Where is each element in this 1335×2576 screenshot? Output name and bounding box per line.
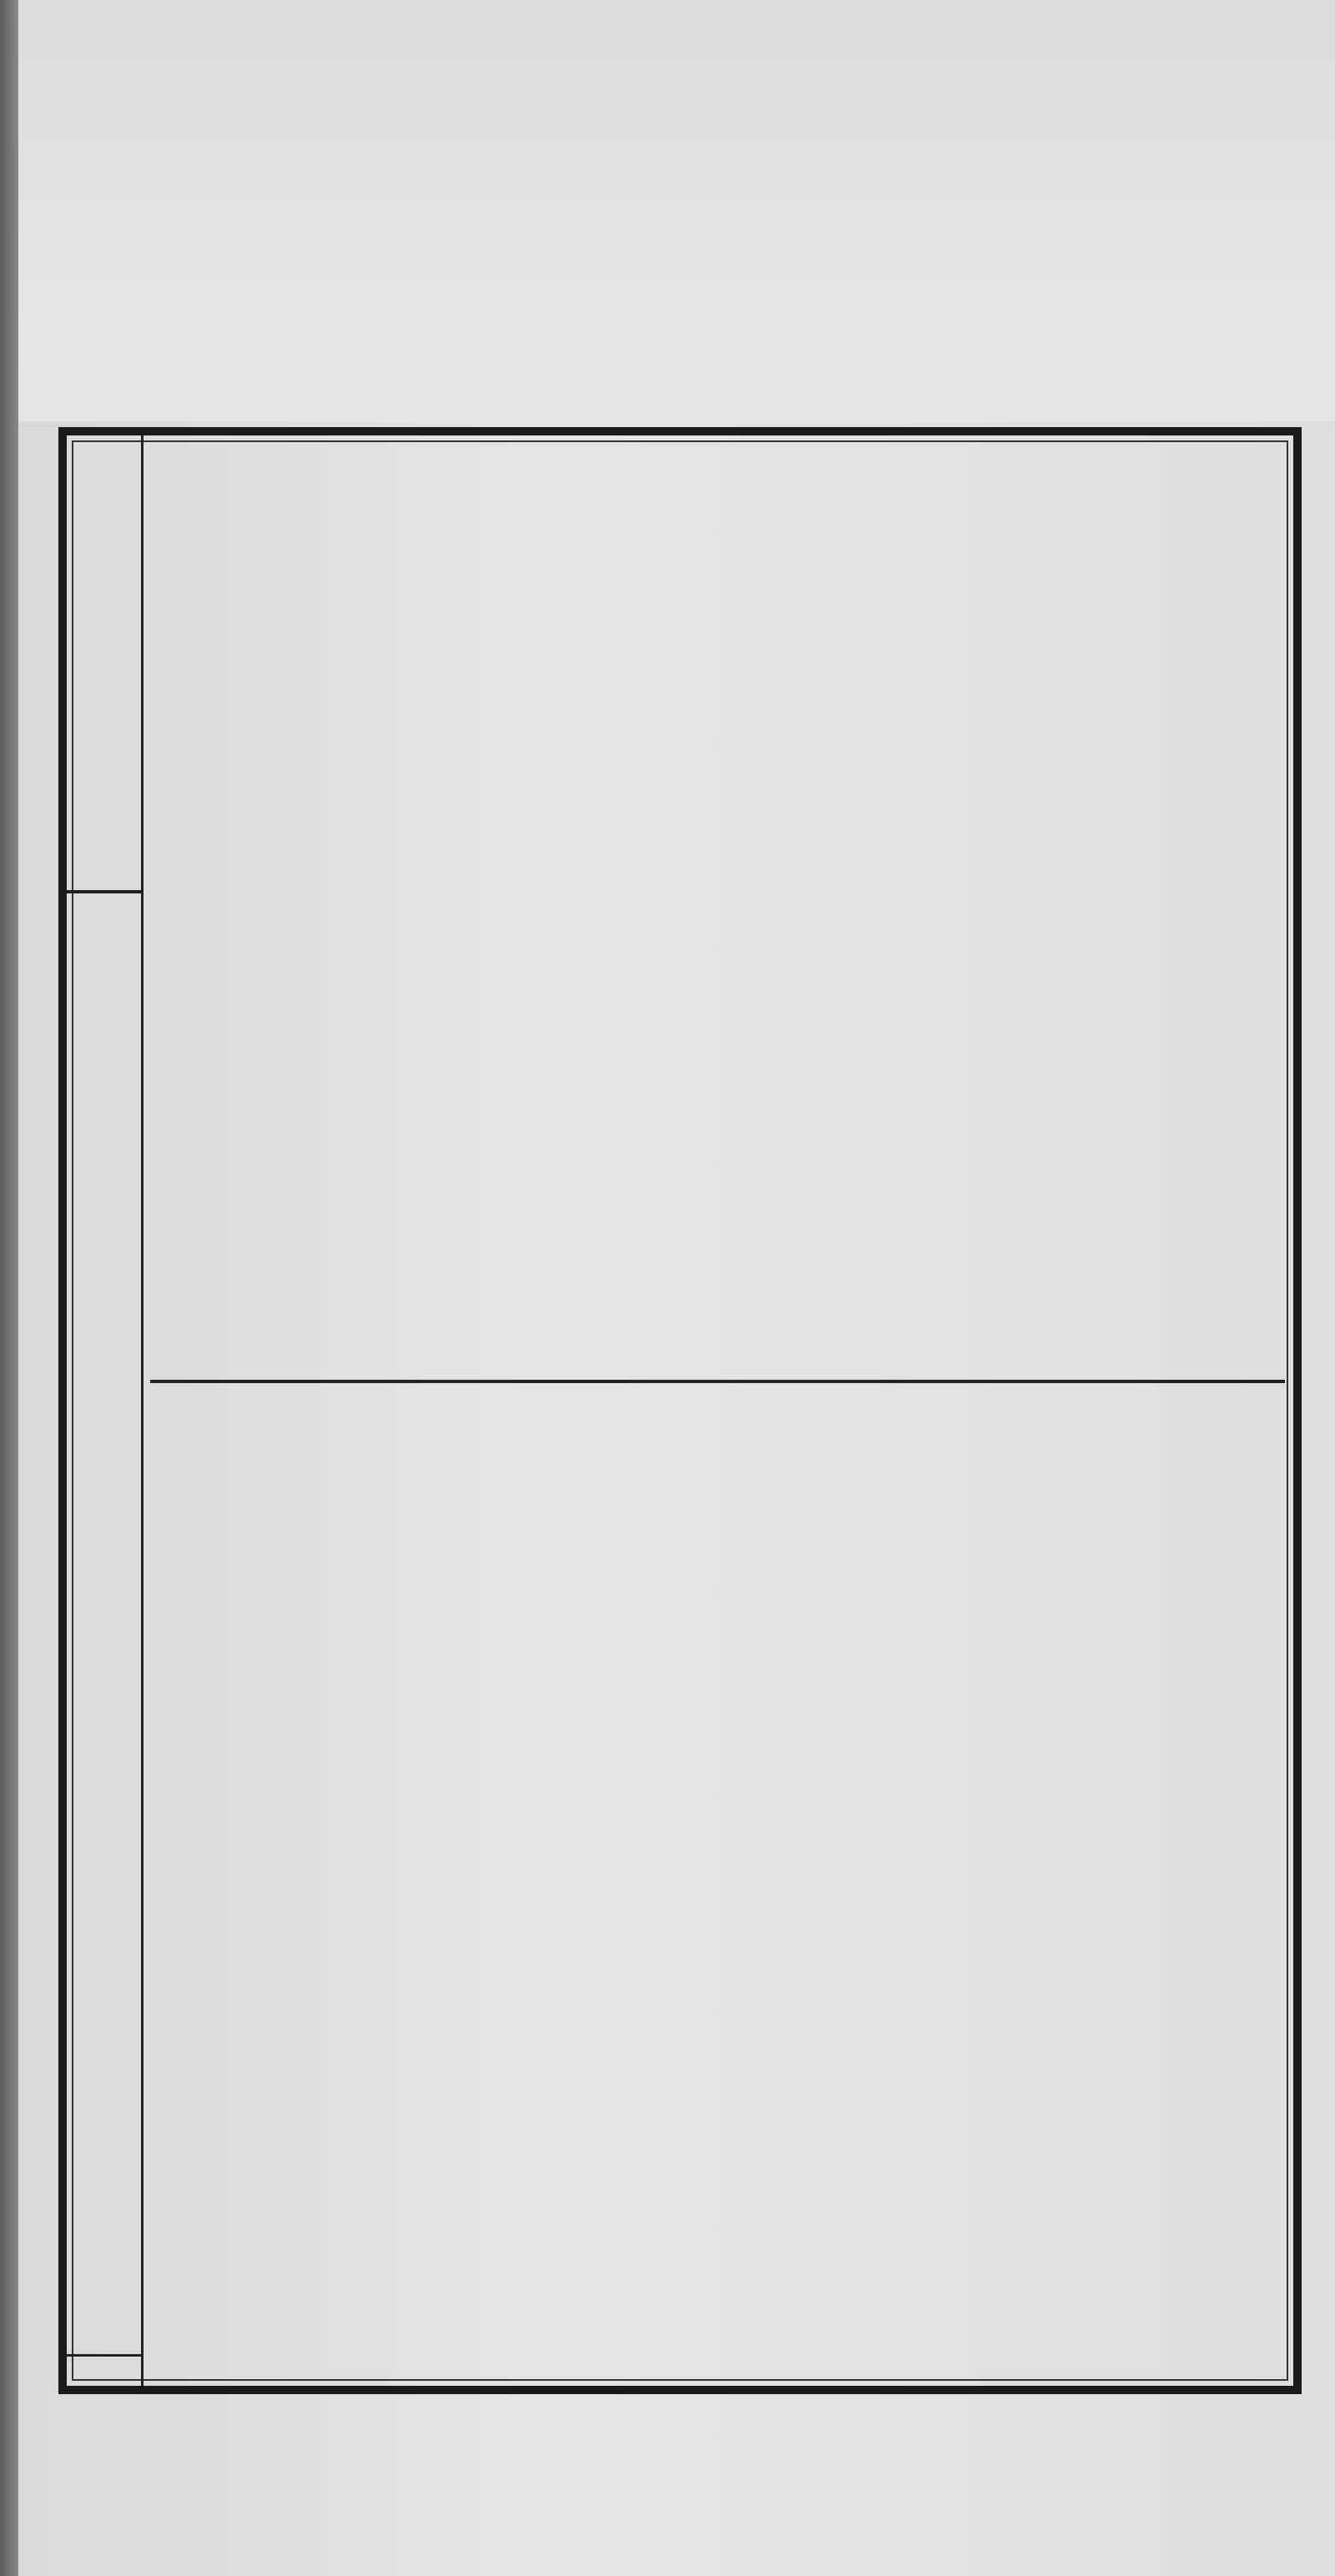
page-frame <box>58 427 1302 2394</box>
upper-text-block <box>150 459 1285 1364</box>
scanned-page <box>18 0 1335 2576</box>
lower-text-block <box>150 1399 1285 2367</box>
side-divider <box>67 890 144 893</box>
main-text-area <box>150 452 1285 2371</box>
side-rule <box>67 2354 144 2357</box>
section-rule <box>150 1380 1285 1383</box>
book-spine-shadow <box>0 0 18 2576</box>
top-margin <box>18 0 1335 421</box>
side-strip <box>67 435 144 2386</box>
page-number <box>77 2137 132 2346</box>
entry-character <box>77 1587 132 1645</box>
section-label <box>77 911 132 1061</box>
book-title <box>77 445 132 879</box>
